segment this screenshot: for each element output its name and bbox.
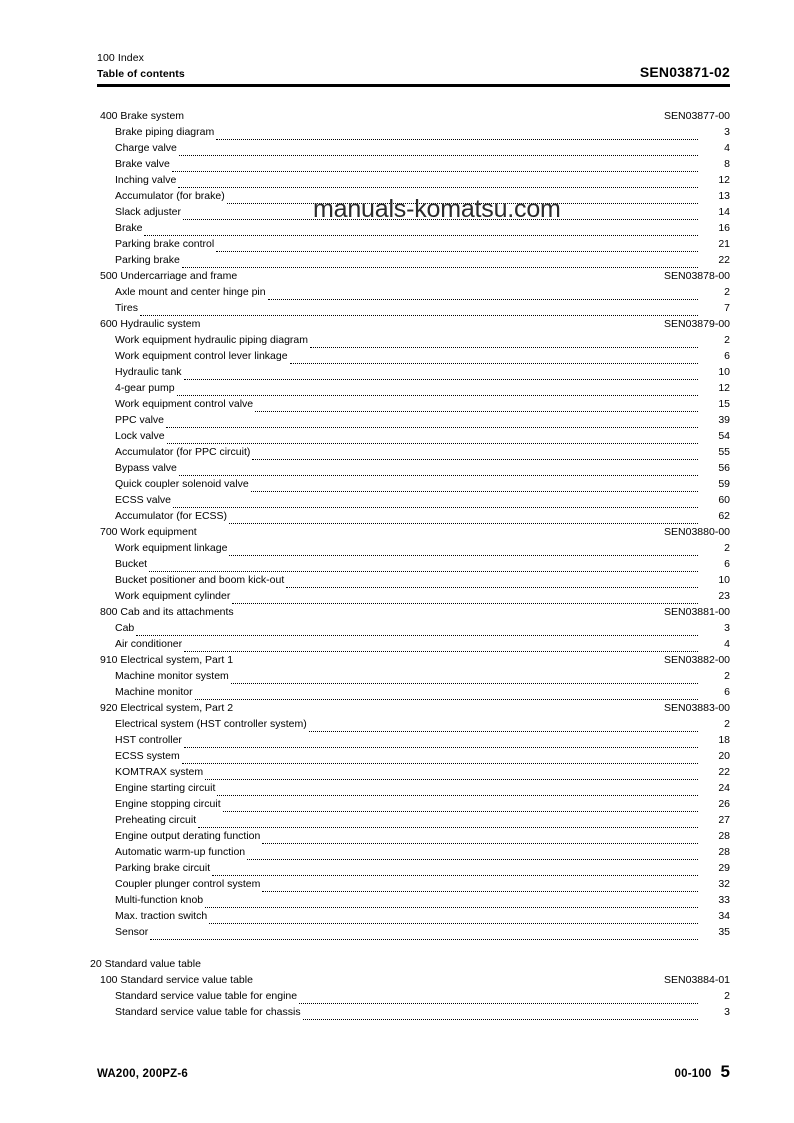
dot-leader	[183, 218, 698, 220]
toc-entry[interactable]	[0, 286, 794, 302]
dot-leader	[216, 250, 698, 252]
toc-entry[interactable]	[0, 910, 794, 926]
toc-entry[interactable]	[0, 158, 794, 174]
toc-document-code: SEN03881-00	[664, 606, 730, 618]
toc-row-label: Electrical system (HST controller system)	[115, 718, 307, 730]
toc-entry[interactable]	[0, 782, 794, 798]
dot-leader	[262, 890, 698, 892]
toc-page-number: 20	[718, 750, 730, 762]
toc-entry[interactable]	[0, 446, 794, 462]
toc-page-number: 32	[718, 878, 730, 890]
toc-entry[interactable]	[0, 414, 794, 430]
dot-leader	[167, 442, 698, 444]
dot-leader	[209, 922, 698, 924]
header-title: Table of contents	[97, 68, 185, 80]
toc-page-number: 21	[718, 238, 730, 250]
toc-document-code: SEN03883-00	[664, 702, 730, 714]
toc-entry[interactable]	[0, 334, 794, 350]
dot-leader	[229, 554, 698, 556]
toc-entry[interactable]	[0, 430, 794, 446]
dot-leader	[140, 314, 698, 316]
toc-page-number: 2	[724, 670, 730, 682]
header-left-block	[97, 52, 185, 81]
toc-entry[interactable]	[0, 494, 794, 510]
footer-page-number: 5	[720, 1062, 730, 1081]
toc-entry[interactable]	[0, 798, 794, 814]
toc-entry[interactable]	[0, 366, 794, 382]
dot-leader	[286, 586, 698, 588]
toc-entry[interactable]	[0, 894, 794, 910]
dot-leader	[179, 474, 698, 476]
toc-row-label: Brake	[115, 222, 143, 234]
dot-leader	[144, 234, 698, 236]
dot-leader	[177, 394, 698, 396]
toc-row-label: Brake valve	[115, 158, 170, 170]
toc-row-label: Quick coupler solenoid valve	[115, 478, 249, 490]
toc-page-number: 15	[718, 398, 730, 410]
toc-document-code: SEN03884-01	[664, 974, 730, 986]
toc-page-number: 62	[718, 510, 730, 522]
toc-row-label: ECSS valve	[115, 494, 172, 506]
dot-leader	[252, 458, 698, 460]
toc-row-label: Work equipment cylinder	[115, 590, 231, 602]
toc-page-number: 22	[718, 254, 730, 266]
toc-page-number: 24	[718, 782, 730, 794]
toc-row-label: Work equipment hydraulic piping diagram	[115, 334, 308, 346]
dot-leader	[217, 794, 698, 796]
toc-page-number: 54	[718, 430, 730, 442]
toc-page-number: 7	[724, 302, 730, 314]
toc-entry[interactable]	[0, 382, 794, 398]
dot-leader	[149, 570, 698, 572]
dot-leader	[186, 123, 662, 124]
dot-leader	[150, 938, 698, 940]
toc-page-number: 39	[718, 414, 730, 426]
dot-leader	[232, 602, 698, 604]
toc-page-number: 2	[724, 286, 730, 298]
dot-leader	[199, 539, 662, 540]
toc-entry[interactable]	[0, 878, 794, 894]
dot-leader	[239, 283, 662, 284]
toc-document-code: SEN03877-00	[664, 110, 730, 122]
toc-row-label: Inching valve	[115, 174, 177, 186]
dot-leader	[212, 874, 698, 876]
dot-leader	[268, 298, 698, 300]
toc-entry[interactable]	[0, 590, 794, 606]
header-divider	[97, 84, 730, 87]
toc-page-number: 3	[724, 1006, 730, 1018]
toc-entry[interactable]	[0, 734, 794, 750]
watermark-text: manuals-komatsu.com	[313, 195, 561, 223]
dot-leader	[227, 202, 698, 204]
toc-entry[interactable]	[0, 462, 794, 478]
toc-section-header	[0, 974, 794, 990]
dot-leader	[229, 522, 698, 524]
dot-leader	[179, 154, 698, 156]
toc-row-label: Preheating circuit	[115, 814, 197, 826]
toc-page-number: 2	[724, 334, 730, 346]
dot-leader	[262, 842, 698, 844]
toc-entry[interactable]	[0, 1006, 794, 1022]
toc-page-number: 29	[718, 862, 730, 874]
toc-document-code: SEN03882-00	[664, 654, 730, 666]
toc-row-label: Parking brake circuit	[115, 862, 211, 874]
toc-page-number: 4	[724, 142, 730, 154]
toc-row-label: Machine monitor system	[115, 670, 229, 682]
toc-entry[interactable]	[0, 206, 794, 222]
toc-entry[interactable]	[0, 718, 794, 734]
dot-leader	[235, 715, 662, 716]
dot-leader	[231, 682, 698, 684]
dot-leader	[184, 650, 698, 652]
toc-entry[interactable]	[0, 174, 794, 190]
toc-row-label: Engine starting circuit	[115, 782, 216, 794]
toc-entry[interactable]	[0, 142, 794, 158]
dot-leader	[202, 331, 662, 332]
dot-leader	[299, 1002, 698, 1004]
toc-row-label: Lock valve	[115, 430, 165, 442]
toc-entry[interactable]	[0, 478, 794, 494]
toc-entry[interactable]	[0, 222, 794, 238]
toc-entry[interactable]	[0, 190, 794, 206]
toc-entry[interactable]	[0, 302, 794, 318]
toc-row-label: PPC valve	[115, 414, 165, 426]
toc-row-label: 600 Hydraulic system	[100, 318, 201, 330]
toc-document-code: SEN03879-00	[664, 318, 730, 330]
dot-leader	[182, 762, 698, 764]
toc-page-number: 8	[724, 158, 730, 170]
toc-group-header	[0, 958, 794, 974]
dot-leader	[310, 346, 698, 348]
page-header	[97, 52, 730, 81]
dot-leader	[235, 667, 662, 668]
dot-leader	[198, 826, 698, 828]
toc-entry[interactable]	[0, 398, 794, 414]
toc-page-number: 28	[718, 830, 730, 842]
toc-page-number: 27	[718, 814, 730, 826]
toc-row-label: Max. traction switch	[115, 910, 208, 922]
dot-leader	[184, 746, 698, 748]
toc-page-number: 16	[718, 222, 730, 234]
toc-row-label: Bypass valve	[115, 462, 177, 474]
toc-row-label: 400 Brake system	[100, 110, 185, 122]
footer-section-code: 00-100	[674, 1068, 712, 1080]
toc-document-code: SEN03878-00	[664, 270, 730, 282]
dot-leader	[255, 987, 662, 988]
toc-row-label: 100 Standard service value table	[100, 974, 253, 986]
dot-leader	[166, 426, 698, 428]
toc-row-label: Bucket positioner and boom kick-out	[115, 574, 285, 586]
dot-leader	[195, 698, 698, 700]
toc-entry[interactable]	[0, 622, 794, 638]
toc-row-label: Engine output derating function	[115, 830, 261, 842]
toc-section-header	[0, 526, 794, 542]
toc-section-header	[0, 606, 794, 622]
toc-row-label: KOMTRAX system	[115, 766, 204, 778]
toc-row-label: Hydraulic tank	[115, 366, 182, 378]
toc-document-code: SEN03880-00	[664, 526, 730, 538]
toc-row-label: 700 Work equipment	[100, 526, 197, 538]
toc-page-number: 12	[718, 382, 730, 394]
toc-page-number: 13	[718, 190, 730, 202]
toc-page-number: 56	[718, 462, 730, 474]
header-document-code: SEN03871-02	[639, 64, 730, 80]
toc-page-number: 6	[724, 558, 730, 570]
toc-entry[interactable]	[0, 574, 794, 590]
toc-section-header	[0, 270, 794, 286]
toc-page-number: 26	[718, 798, 730, 810]
dot-leader	[136, 634, 698, 636]
toc-page-number: 6	[724, 686, 730, 698]
toc-page-number: 34	[718, 910, 730, 922]
toc-page-number: 4	[724, 638, 730, 650]
dot-leader	[290, 362, 698, 364]
toc-entry[interactable]	[0, 686, 794, 702]
toc-page-number: 35	[718, 926, 730, 938]
toc-row-label: 920 Electrical system, Part 2	[100, 702, 234, 714]
toc-entry[interactable]	[0, 830, 794, 846]
dot-leader	[172, 170, 698, 172]
dot-leader	[178, 186, 698, 188]
toc-row-label: Sensor	[115, 926, 149, 938]
toc-row-label: Charge valve	[115, 142, 177, 154]
toc-entry[interactable]	[0, 542, 794, 558]
toc-row-label: 500 Undercarriage and frame	[100, 270, 238, 282]
toc-page-number: 3	[724, 622, 730, 634]
toc-row-label: Automatic warm-up function	[115, 846, 246, 858]
dot-leader	[173, 506, 698, 508]
toc-page-number: 12	[718, 174, 730, 186]
toc-row-label: 800 Cab and its attachments	[100, 606, 234, 618]
dot-leader	[182, 266, 698, 268]
toc-row-label: Accumulator (for ECSS)	[115, 510, 228, 522]
toc-page-number: 55	[718, 446, 730, 458]
dot-leader	[205, 778, 698, 780]
toc-row-label: Cab	[115, 622, 135, 634]
toc-page-number: 2	[724, 718, 730, 730]
toc-row-label: Air conditioner	[115, 638, 183, 650]
toc-row-label: Axle mount and center hinge pin	[115, 286, 266, 298]
toc-page-number: 28	[718, 846, 730, 858]
toc-entry[interactable]	[0, 846, 794, 862]
toc-entry[interactable]	[0, 814, 794, 830]
toc-entry[interactable]	[0, 862, 794, 878]
toc-entry[interactable]	[0, 750, 794, 766]
toc-row-label: Brake piping diagram	[115, 126, 215, 138]
dot-leader	[223, 810, 698, 812]
toc-row-label: Parking brake control	[115, 238, 215, 250]
toc-row-label: Multi-function knob	[115, 894, 204, 906]
dot-leader	[236, 619, 662, 620]
toc-page-number: 10	[718, 574, 730, 586]
toc-section-header	[0, 110, 794, 126]
dot-leader	[251, 490, 698, 492]
toc-row-label: Parking brake	[115, 254, 180, 266]
toc-entry[interactable]	[0, 350, 794, 366]
toc-entry[interactable]	[0, 126, 794, 142]
toc-page-number: 23	[718, 590, 730, 602]
dot-leader	[247, 858, 698, 860]
header-row	[97, 52, 730, 81]
toc-entry[interactable]	[0, 510, 794, 526]
toc-row-label: 910 Electrical system, Part 1	[100, 654, 234, 666]
dot-leader	[309, 730, 698, 732]
toc-page-number: 10	[718, 366, 730, 378]
toc-entry[interactable]	[0, 670, 794, 686]
toc-row-label: Bucket	[115, 558, 148, 570]
toc-row-label: Work equipment control lever linkage	[115, 350, 288, 362]
toc-row-label: Coupler plunger control system	[115, 878, 261, 890]
toc-page-number: 3	[724, 126, 730, 138]
dot-leader	[205, 906, 698, 908]
toc-page-number: 14	[718, 206, 730, 218]
toc-entry[interactable]	[0, 766, 794, 782]
toc-page-number: 59	[718, 478, 730, 490]
toc-section-header	[0, 654, 794, 670]
toc-page-number: 6	[724, 350, 730, 362]
toc-entry[interactable]	[0, 638, 794, 654]
toc-row-label: Standard service value table for engine	[115, 990, 298, 1002]
toc-row-label: Tires	[115, 302, 138, 314]
dot-leader	[216, 138, 698, 140]
toc-section-header	[0, 318, 794, 334]
footer-right-block	[675, 1062, 730, 1082]
toc-entry[interactable]	[0, 238, 794, 254]
toc-row-label: Work equipment control valve	[115, 398, 254, 410]
dot-leader	[203, 971, 728, 972]
toc-page-number: 2	[724, 542, 730, 554]
dot-leader	[255, 410, 698, 412]
toc-row-label: Accumulator (for PPC circuit)	[115, 446, 251, 458]
toc-row-label: Standard service value table for chassis	[115, 1006, 301, 1018]
toc-page-number: 2	[724, 990, 730, 1002]
dot-leader	[303, 1018, 698, 1020]
toc-page-number: 33	[718, 894, 730, 906]
toc-page-number: 60	[718, 494, 730, 506]
toc-row-label: ECSS system	[115, 750, 180, 762]
toc-row-label: Work equipment linkage	[115, 542, 228, 554]
toc-row-label: 4-gear pump	[115, 382, 175, 394]
toc-page-number: 18	[718, 734, 730, 746]
footer-machine-model: WA200, 200PZ-6	[97, 1068, 189, 1080]
toc-row-label: Engine stopping circuit	[115, 798, 221, 810]
page-footer	[97, 1062, 730, 1082]
toc-page-number: 22	[718, 766, 730, 778]
toc-entry[interactable]	[0, 990, 794, 1006]
header-kicker: 100 Index	[97, 52, 145, 64]
table-of-contents	[0, 110, 794, 1022]
toc-entry[interactable]	[0, 254, 794, 270]
toc-entry[interactable]	[0, 558, 794, 574]
toc-row-label: HST controller	[115, 734, 182, 746]
toc-section-header	[0, 702, 794, 718]
toc-row-label: 20 Standard value table	[90, 958, 201, 970]
dot-leader	[184, 378, 698, 380]
toc-entry[interactable]	[0, 926, 794, 942]
toc-row-label: Machine monitor	[115, 686, 193, 698]
toc-row-label: Slack adjuster	[115, 206, 181, 218]
toc-row-label: Accumulator (for brake)	[115, 190, 225, 202]
